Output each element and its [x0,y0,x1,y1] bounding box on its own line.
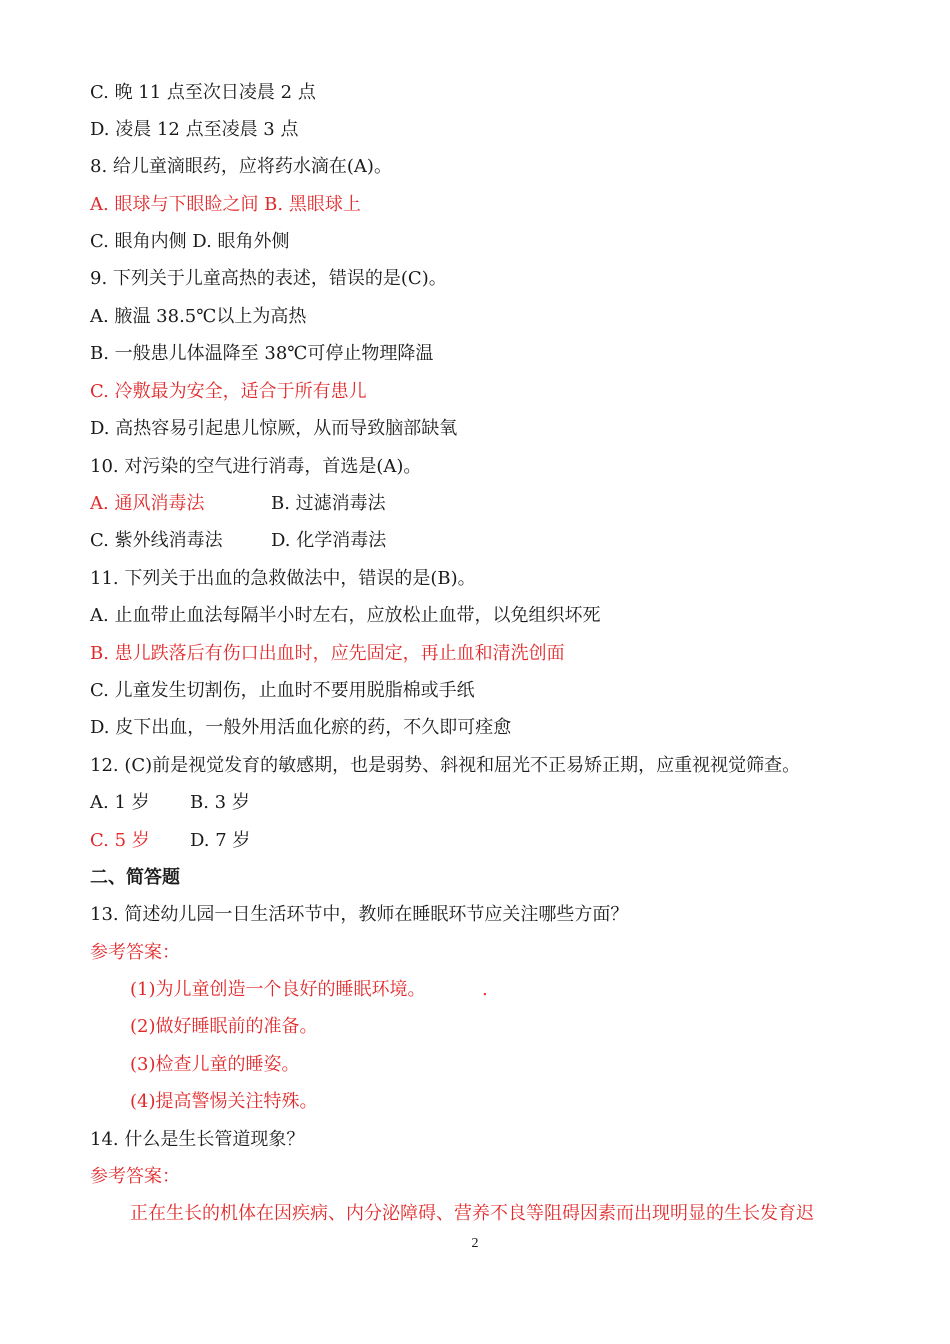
question-12: 12. (C)前是视觉发育的敏感期，也是弱势、斜视和屈光不正易矫正期，应重视视觉筛查。 [90,755,801,776]
option-10c: C. 紫外线消毒法 [90,530,223,551]
option-10d: D. 化学消毒法 [271,530,387,551]
question-13: 13. 简述幼儿园一日生活环节中，教师在睡眠环节应关注哪些方面？ [90,904,629,925]
option-11a: A. 止血带止血法每隔半小时左右，应放松止血带，以免组织坏死 [90,605,601,626]
answer-8-ab: A. 眼球与下眼睑之间 B. 黑眼球上 [90,194,361,215]
option-7d: D. 凌晨 12 点至凌晨 3 点 [90,119,299,140]
answer-14-text: 正在生长的机体在因疾病、内分泌障碍、营养不良等阻碍因素而出现明显的生长发育迟 [130,1203,814,1224]
page-number: 2 [471,1236,479,1251]
option-12d: D. 7 岁 [190,830,251,851]
option-9d: D. 高热容易引起患儿惊厥，从而导致脑部缺氧 [90,418,458,439]
option-9b: B. 一般患儿体温降至 38℃可停止物理降温 [90,343,434,364]
answer-13-item-2: (2)做好睡眠前的准备。 [130,1016,318,1037]
option-10b: B. 过滤消毒法 [271,493,386,514]
answer-12c: C. 5 岁 [90,830,150,851]
option-12b: B. 3 岁 [190,792,250,813]
answer-13-item-4: (4)提高警惕关注特殊。 [130,1091,318,1112]
answer-13-item-1-text: (1)为儿童创造一个良好的睡眠环境。 [130,979,426,1000]
options-12-cd [90,829,251,853]
options-10-cd [90,529,387,553]
option-11c: C. 儿童发生切割伤，止血时不要用脱脂棉或手纸 [90,680,475,701]
stray-dot: . [482,979,488,1000]
question-10: 10. 对污染的空气进行消毒，首选是(A)。 [90,456,422,477]
question-9: 9. 下列关于儿童高热的表述，错误的是(C)。 [90,268,447,289]
answer-11b: B. 患儿跌落后有伤口出血时，应先固定，再止血和清洗创面 [90,643,565,664]
option-8-cd: C. 眼角内侧 D. 眼角外侧 [90,231,290,252]
reference-answer-label: 参考答案： [90,942,180,963]
options-12-ab [90,791,250,815]
question-14: 14. 什么是生长管道现象？ [90,1129,305,1150]
option-7c: C. 晚 11 点至次日凌晨 2 点 [90,82,316,103]
question-8: 8. 给儿童滴眼药，应将药水滴在(A)。 [90,156,392,177]
answer-13-item-3: (3)检查儿童的睡姿。 [130,1054,300,1075]
reference-answer-label: 参考答案： [90,1166,180,1187]
option-11d: D. 皮下出血，一般外用活血化瘀的药，不久即可痊愈 [90,717,512,738]
answer-13-item-1 [130,978,488,1002]
question-11: 11. 下列关于出血的急救做法中，错误的是(B)。 [90,568,476,589]
answer-10a: A. 通风消毒法 [90,493,205,514]
options-10-ab [90,492,386,516]
option-12a: A. 1 岁 [90,792,150,813]
answer-9c: C. 冷敷最为安全，适合于所有患儿 [90,381,367,402]
section-heading: 二、简答题 [90,867,180,888]
option-9a: A. 腋温 38.5℃以上为高热 [90,306,307,327]
